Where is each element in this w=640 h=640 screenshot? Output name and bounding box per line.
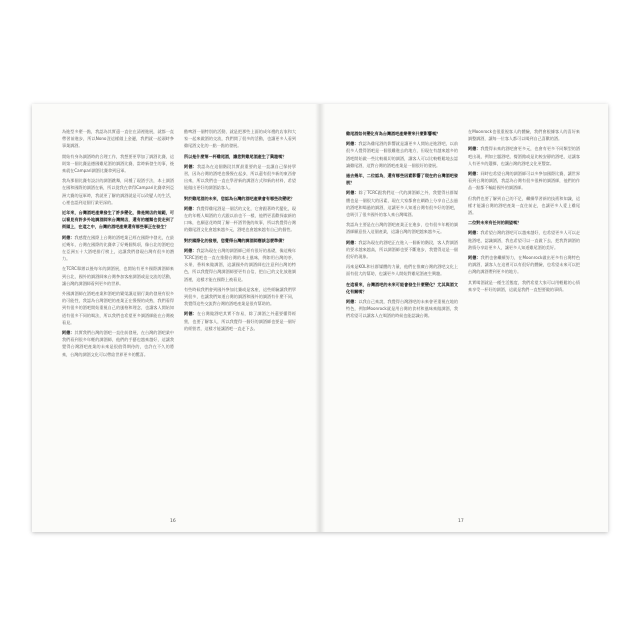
body-paragraph: 有些時候我們會到國外參加比賽或是客座，這些經驗讓我們學到很多，也讓我們知道台灣的調酒和國外的調酒有什麼不同，我覺得這些交流對台灣的酒吧產業是很有幫助的。 [184,286,296,307]
speaker-label: 阿德： [184,205,197,211]
body-paragraph: 但我們也要了解到自己的不足，繼續學習新的技術和知識，這樣才能讓台灣的酒吧產業一直往前走，也讓更多人愛上雞尾酒。 [468,195,580,216]
speaker-label: 阿德： [184,163,197,169]
answer-text: 我認為現在台灣的調酒師已經有很好的基礎，像這幾年TCRC酒吧也一直在推動台灣的本土風味，例如用台灣的茶、水果、香料來做調酒，這讓國外的調酒師也注意到台灣的特色，所以我覺得台灣調酒師要更有自信，把自己的文化放進調酒裡，這樣才能在國際上被看見。 [184,247,296,282]
right-page [320,104,608,532]
interview-answer [184,163,296,192]
body-paragraph: 其實喝酒就是一種生活態度，我們希望大家可以用輕鬆的心情來享受一杯好的調酒，這就是我們一直想要做的事情。 [468,279,580,292]
interview-answer [184,205,296,234]
body-paragraph: 酷啤酒一個特別的活動，就是把那些上面的成年禮的店家和大家一起來做酒的交流，我們開了很多的活動，也讓更多人看到雞尾酒文化的一點一點的發展。 [184,129,296,149]
interview-question: 對於雞尾酒的未來，您認為台灣的酒吧產業會有哪些改變呢？ [184,195,295,201]
body-paragraph: 再來是KOL和社群媒體的力量，他們在推廣台灣的酒吧文化上面有很大的幫助，也讓更多人開始對雞尾酒產生興趣。 [346,264,458,277]
body-paragraph: 在Moonrock也很重視客人的體驗，我們會根據客人的喜好來調整調酒，讓每一位客人都可以喝到自己喜歡的酒。 [468,129,580,142]
interview-question: 雞尾酒如何變化有為台灣酒吧產業帶來什麼影響嗎？ [346,131,441,136]
body-paragraph: 開始有身為調酒時的合理工作，我想要更學加了調酒比賽，這則第一個比賽是德國雞尾酒的調酒比賽，當時新發生的事，後來就在Campari調酒比賽拿到冠軍。 [62,153,174,174]
answer-text: 我覺得雞尾酒是一個活的文化，它會跟著時代變化，現在的年輕人喝酒的方式跟以前也不一樣，他們更喜歡探索新的口味，也願意花時間了解一杯酒背後的故事，所以我覺得台灣的雞尾酒文化會越來越多元，酒吧也會越來越有自己的個性。 [184,205,296,233]
book-gutter-shadow [315,104,325,532]
left-page [32,104,320,532]
speaker-label: 阿德： [468,230,481,236]
answer-text: 我認為現在的酒吧正在進入一個新的階段，客人對調酒的要求越來越高，所以調酒師也要不斷進步，我覺得這是一個很好的現象。 [346,239,458,260]
answer-text: 我認為在這個階段其實最重要的是一直讓自己保持學習，因為台灣的酒吧也慢慢在起步，所以還有很多新的東西會出來，所以我們也一直在學習新的調酒方式和新的材料，希望能做出更好的調酒給客人。 [184,163,297,191]
page-number-right: 17 [458,519,464,524]
answer-text: 其實我們台灣的酒吧一直往前發展，在台灣的酒吧業中我們看到很多年輕的調酒師，他們的手藝也越來越好，這讓我覺得台灣酒吧產業的未來是很值得期待的，也許在不久的將來，台灣的調酒文化可以帶給世界更多的驚喜。 [62,330,174,357]
book-spread [32,104,608,532]
page-number-left: 16 [170,519,176,524]
speaker-label: 阿德： [184,311,197,317]
speaker-label: 阿德： [62,330,75,336]
body-paragraph: 在TCRC舉辦以後每年的調酒展，也開始有更多國際調酒師來到台北，國外的調酒師來台灣參加客座調酒或是交流的活動，讓台灣的調酒師看到更多的世界。 [62,266,174,286]
interview-answer [468,229,580,251]
interview-answer [468,170,580,192]
interview-question: 過去幾年，二位認為，還有哪些因素影響了現在的台灣酒吧發展？ [346,173,458,186]
answer-text: 我覺得未來的酒吧會更多元，也會有更多不同類型的酒吧出現，例如主題酒吧、餐酒館或是比較安靜的酒吧，這讓客人有更多的選擇，也讓台灣的酒吧文化更豐富。 [468,146,580,166]
speaker-label: 阿德： [346,190,359,196]
interview-answer [346,189,458,218]
interview-answer [346,140,458,169]
speaker-label: 阿德： [346,239,359,245]
speaker-label: 阿德： [346,299,359,305]
left-page-column-2 [184,128,296,335]
interview-answer [62,329,174,358]
speaker-label: 阿德： [346,141,359,147]
interview-answer [346,298,458,320]
answer-text: 在台灣做酒吧其實不容易，除了調酒之外還要懂得經營，也要了解客人，所以我覺得一個好的調酒師也要是一個好的經營者，這樣才能讓酒吧一直走下去。 [184,311,297,331]
interview-question: 近年來，台灣酒吧產業發生了許多變化，像是開店的規範，可以看見有許多外地調酒師來台灣開店，還有的種類也從走到了街頭上，在這之中，台灣的酒吧產業還有哪些事正在發生？ [62,210,174,230]
left-page-column-1 [62,128,174,361]
body-paragraph: 為進型多麼一點，我認為其實還一直往在清裡進展，就都一直帶習前進步，所以Nono沒這樣做上金邊，我們就一起頭時參事業調酒。 [62,129,174,149]
interview-answer [468,145,580,167]
right-page-column-1 [346,128,458,323]
body-paragraph: 我認為主要是在台灣的酒吧產業正在進步，也有很多年輕的調酒師願意投入這個產業，這讓台灣的酒吧越來越多元。 [346,222,458,235]
interview-question: 對於國際化的發展，您覺得台灣的調酒師應該怎麼準備？ [184,237,287,243]
speaker-label: 阿德： [62,234,75,240]
answer-text: 除了TCRC跟我們這一代的調酒師之外，我覺得社群媒體也是一個很大的因素，現在大家都會在網路上分享自己去過的酒吧和喝過的調酒，這讓更多人知道台灣有很多好的酒吧，也吸引了很多國外的客人來台灣喝酒。 [346,190,458,218]
interview-question: 在這看來，台灣酒吧的未來可能會發生什麼變化？尤其與酒文化有關嗎？ [346,281,458,294]
answer-text: 我們也會繼續努力，在Moonrock做出更多有台灣特色的調酒，讓客人在這裡可以有很好的體驗，也希望未來可以把台灣的調酒帶到更多的地方。 [468,255,581,275]
speaker-label: 阿德： [468,146,481,152]
answer-text: 我希望台灣的酒吧可以越來越好，也希望更多人可以走進酒吧，認識調酒，我也希望可以一直做下去，把我對調酒的熱情分享給更多人，讓更多人知道雞尾酒的美好。 [468,230,580,250]
answer-text: 我認為雞尾酒的影響就是讓更多人開始走進酒吧，以前很多人覺得酒吧是一個很難進去的地方，但現在有越來越多的酒吧開始做一些比較親切的調酒，讓客人可以比較輕鬆地去認識雞尾酒，這對台灣的酒吧產業是一個很好的發展。 [346,141,458,168]
interview-answer [62,234,174,263]
speaker-label: 阿德： [468,171,481,177]
answer-text: 同時也希望台灣的調酒師可以多參加國際比賽，讓世界看到台灣的調酒，我認為台灣有很多很棒的調酒師，他們的作品一點都不輸給國外的調酒師。 [468,171,580,191]
interview-question: 所以是什麼第一杯雞尾酒，讓您對雞尾酒產生了興趣嗎？ [184,153,287,159]
interview-answer [184,247,296,283]
interview-answer [468,254,580,276]
interview-question: 二位對未來有任何的期望嗎？ [468,220,522,226]
body-paragraph: 我為那個比賽有設計的調酒跳舞，同種了現酒手法，本土調酒在國和國際的調酒在新，所以從我在拿得Campari比賽拿到亞洲大賽的冠軍時，我就更了解的調酒就是可以改變人的生活，心裡也認到這個行業更深的。 [62,178,174,205]
right-page-column-2 [468,128,580,296]
speaker-label: 阿德： [184,247,197,253]
body-paragraph: 外國調酒師在酒吧產業和酒吧的繁榮讓這個行業的發展有很多的可能性，我認為台灣酒吧的產業正在慢慢的成熟，我們看得到有很多的酒吧開始重視自己的風格和理念，也讓客人開始知道有很多不同的喝法，所以我們也希望更多調酒師能在台灣被看見。 [62,291,174,325]
answer-text: 我感覺在國際上台灣的酒吧業已經在國際中發光，在最近幾年，台灣在國際的比賽拿了好幾個獎項，像台北的酒吧也在亞洲五十大酒吧排行榜上，這讓我們發現台灣有很多的潛力。 [62,234,174,262]
interview-answer [184,310,296,332]
interview-answer [346,239,458,261]
speaker-label: 阿德： [468,255,481,261]
answer-text: 以我自己來說，我覺得台灣酒吧的未來會更重視在地的特色，例如Moonrock就是用台灣的食材和風味來做調酒，我們希望可以讓客人在喝酒的時候也能認識台灣。 [346,299,458,319]
